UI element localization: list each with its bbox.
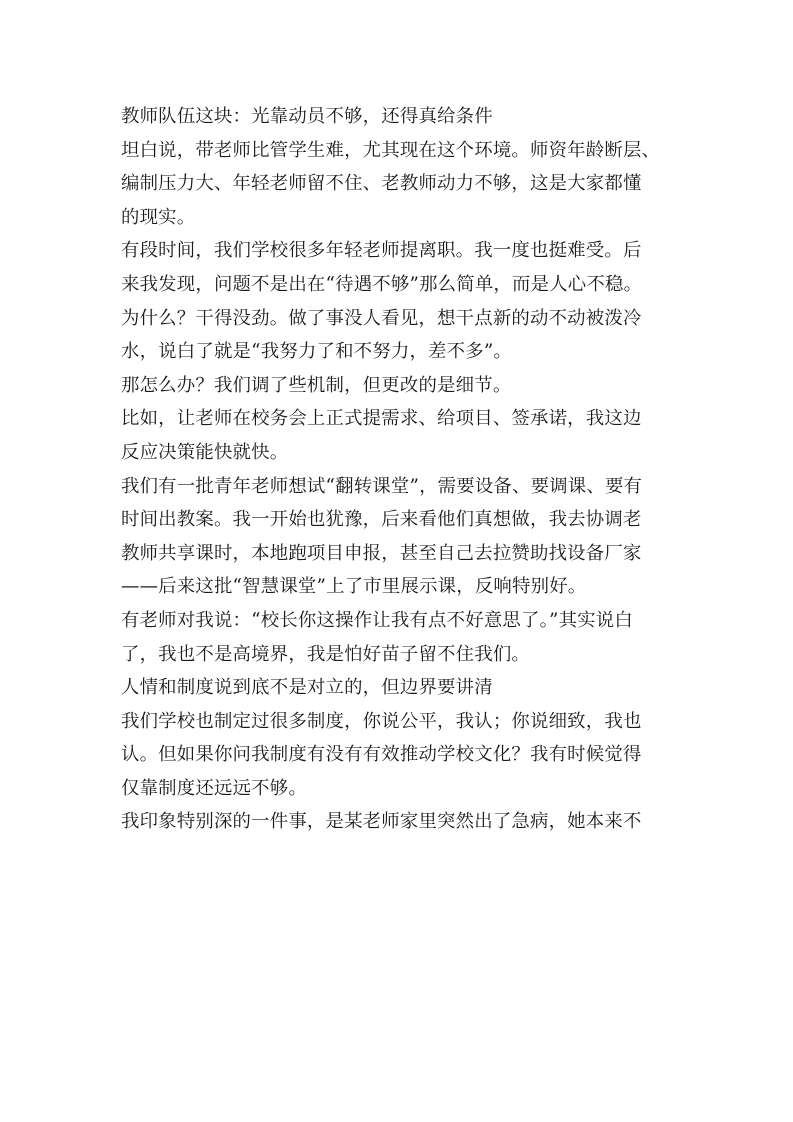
text-line: 有段时间，我们学校很多年轻老师提离职。我一度也挺难受。后 [121, 240, 642, 262]
text-line: 我们有一批青年老师想试“翻转课堂”，需要设备、要调课、要有 [121, 475, 643, 497]
text-line: 有老师对我说：“校长你这操作让我有点不好意思了。”其实说白 [121, 609, 633, 631]
text-line: 我印象特别深的一件事，是某老师家里突然出了急病，她本来不 [121, 811, 642, 833]
text-line: 反应决策能快就快。 [121, 441, 289, 463]
text-line: 时间出教案。我一开始也犹豫，后来看他们真想做，我去协调老 [121, 509, 642, 531]
text-line: 教师共享课时，本地跑项目申报，甚至自己去拉赞助找设备厂家 [121, 542, 642, 564]
section-heading: 人情和制度说到底不是对立的，但边界要讲清 [121, 677, 493, 699]
text-line: 为什么？干得没劲。做了事没人看见，想干点新的动不动被泼冷 [121, 307, 642, 329]
section-heading: 教师队伍这块：光靠动员不够，还得真给条件 [121, 106, 493, 127]
text-line: 编制压力大、年轻老师留不住、老教师动力不够，这是大家都懂 [121, 173, 642, 195]
text-line: 水，说白了就是“我努力了和不努力，差不多”。 [121, 341, 513, 363]
text-line: 了，我也不是高境界，我是怕好苗子留不住我们。 [121, 643, 530, 665]
text-line: 的现实。 [121, 206, 196, 228]
text-line: 坦白说，带老师比管学生难，尤其现在这个环境。师资年龄断层、 [121, 139, 661, 161]
text-line: 认。但如果你问我制度有没有有效推动学校文化？我有时候觉得 [121, 744, 642, 766]
text-line: 仅靠制度还远远不够。 [121, 777, 307, 799]
text-line: 比如，让老师在校务会上正式提需求、给项目、签承诺，我这边 [121, 408, 642, 430]
text-line: ——后来这批“智慧课堂”上了市里展示课，反响特别好。 [121, 576, 587, 598]
text-line: 我们学校也制定过很多制度，你说公平，我认；你说细致，我也 [121, 710, 642, 732]
document-body [121, 100, 673, 839]
text-line: 那怎么办？我们调了些机制，但更改的是细节。 [121, 374, 512, 396]
text-line: 来我发现，问题不是出在“待遇不够”那么简单，而是人心不稳。 [121, 273, 643, 295]
